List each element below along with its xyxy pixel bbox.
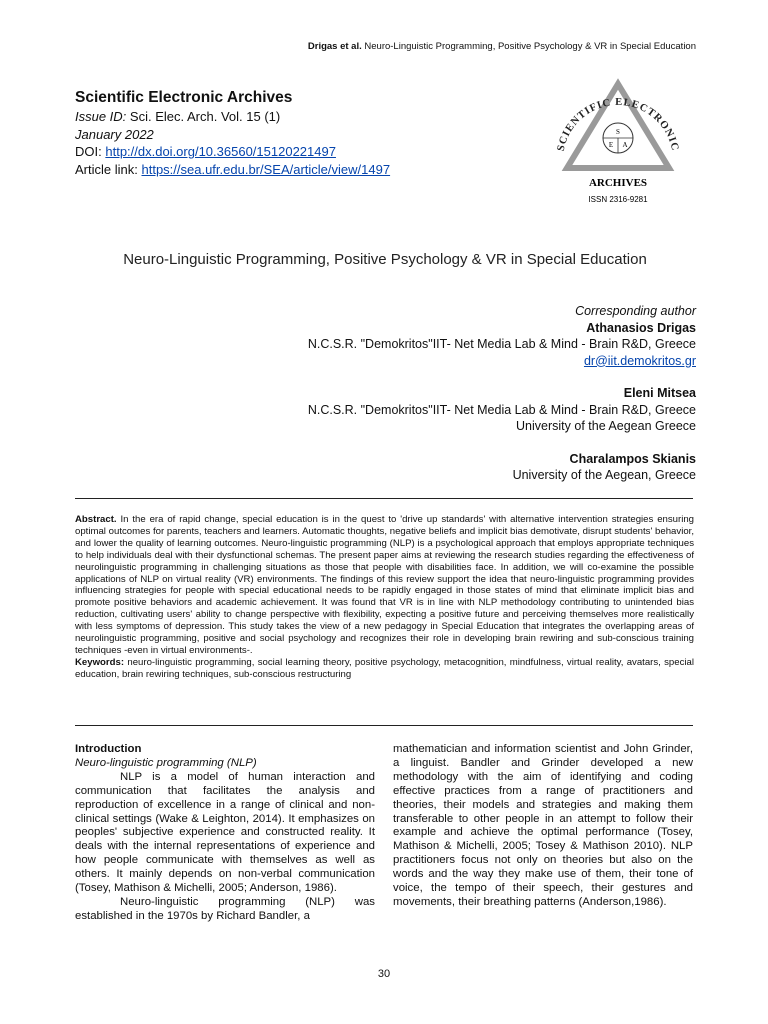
doi-link[interactable]: http://dx.doi.org/10.36560/15120221497	[105, 144, 336, 159]
abstract-text: In the era of rapid change, special education is in the quest to 'drive up standards' with alternative intervention strategies ensuring optimal outcomes for parents, teachers and learners. Automatic thoughts, negative beliefs and implicit bias demotivate, disrupt students' behavior, and lower the quality of learning outcomes. Neuro-linguistic programming (NLP) is a psychological approach that employs appropriate techniques to help individuals deal with their dysfunctional schemas. The present paper aims at reviewing the research studies regarding the effectiveness of neurolinguistic programming in challenging situations as those that people with disabilities face. In addition, we will co-examine the possible applications of NLP on virtual reality (VR) environments. The findings of this review support the idea that neuro-linguistic programming provides influencing strategies for people with special educational needs to be rapidly engaged in those states of mind that eliminate implicit bias and promote positive behaviors and academic achievement. It was found that VR is in line with NLP methodology contributing to unintended bias reduction, cultivating users' ability to change perspective with flexibility, expecting a positive future and perceiving themselves more realistically with less symptoms of depression. This study takes the view of a new pedagogy in Special Education that integrates the overlapping areas of neurolinguistic programming, positive and social psychology and recognizes their role in developing brain rewiring and sub-conscious training techniques -even in virtual environments-.	[75, 514, 694, 656]
issue-label: Issue ID:	[75, 109, 127, 124]
issue-value: Sci. Elec. Arch. Vol. 15 (1)	[129, 109, 281, 124]
page-number: 30	[377, 968, 391, 980]
logo-name: ARCHIVES	[588, 177, 648, 189]
keywords-label: Keywords:	[75, 656, 125, 668]
logo-letter-s: S	[616, 128, 620, 136]
author-2-affiliation-1: N.C.S.R. "Demokritos"IIT- Net Media Lab & Mind - Brain R&D, Greece	[307, 402, 696, 417]
author-1-affiliation: N.C.S.R. "Demokritos"IIT- Net Media Lab & Mind - Brain R&D, Greece	[307, 337, 696, 351]
article-link[interactable]: https://sea.ufr.edu.br/SEA/article/view/1497	[141, 161, 391, 177]
doi-line: DOI: http://dx.doi.org/10.36560/15120221497	[75, 144, 336, 159]
running-head-authors: Drigas et al.	[307, 41, 362, 52]
author-1-email-line	[136, 353, 696, 370]
author-2-name: Eleni Mitsea	[623, 386, 696, 400]
author-block	[136, 303, 696, 484]
logo-issn: ISSN 2316-9281	[588, 195, 648, 204]
abstract-label: Abstract.	[75, 514, 117, 525]
section-heading: Introduction	[75, 743, 142, 755]
body-paragraph-1: NLP is a model of human interaction and communication that facilitates the analysis and reproduction of excellence in a range of clinical and non-clinical settings (Wake & Leighton, 2014). It emphasizes on peoples' subjective experience and constructed reality. It deals with the internal representations of experience and how people communicate with themselves as well as others. It mainly depends on non-verbal communication (Tosey, Mathison & Michelli, 2005; Anderson, 1986).	[75, 770, 375, 895]
logo-letter-a: A	[622, 141, 628, 149]
body-paragraph-3: mathematician and information scientist and John Grinder, a linguist. Bandler and Grinder developed a new methodology with the aim of identifying and coding effective practices from a range of practitioners and theories, their models and strategies and making them transferable to other people in an attempt to follow their example and achieve the optimal performance (Tosey, Mathison & Michelli, 2005; Tosey & Mathison 2010). NLP practitioners focus not only on theories but also on the words and the way they make use of them, their tone of voice, the tempo of their speech, their gestures and movements, their breathing patterns (Anderson,1986).	[393, 743, 693, 908]
issue-date: January 2022	[75, 126, 154, 142]
body-paragraph-2: Neuro-linguistic programming (NLP) was established in the 1970s by Richard Bandler, a	[75, 895, 375, 922]
author-1-name: Athanasios Drigas	[586, 320, 696, 335]
article-link-line: Article link: https://sea.ufr.edu.br/SEA/article/view/1497	[75, 161, 391, 177]
logo-emblem	[553, 70, 683, 210]
journal-info	[75, 88, 535, 178]
top-divider	[75, 498, 693, 499]
author-email-link[interactable]: dr@iit.demokritos.gr	[583, 353, 696, 368]
author-3-name: Charalampos Skianis	[569, 451, 696, 466]
journal-name: Scientific Electronic Archives	[75, 89, 293, 106]
journal-logo	[553, 70, 683, 210]
issue-line	[75, 108, 535, 126]
logo-arc-text: SCIENTIFIC ELECTRONIC	[555, 96, 681, 153]
keywords-text: neuro-linguistic programming, social learning theory, positive psychology, metacognition, mindfulness, virtual reality, avatars, special education, brain rewiring techniques, sub-conscious restructuring	[75, 656, 694, 680]
running-head	[308, 41, 696, 52]
body-right-column	[393, 743, 693, 910]
abstract	[75, 514, 694, 681]
corresponding-label: Corresponding author	[575, 304, 696, 318]
body-left-column	[75, 743, 375, 924]
author-3-affiliation: University of the Aegean, Greece	[512, 468, 696, 482]
logo-letter-e: E	[608, 141, 614, 149]
bottom-divider	[75, 725, 693, 726]
author-2-affiliation-2: University of the Aegean Greece	[516, 419, 696, 433]
paper-title: Neuro-Linguistic Programming, Positive Psychology & VR in Special Education	[123, 251, 647, 268]
subsection-heading: Neuro-linguistic programming (NLP)	[75, 756, 257, 769]
running-head-title: Neuro-Linguistic Programming, Positive Psychology & VR in Special Education	[364, 41, 696, 52]
